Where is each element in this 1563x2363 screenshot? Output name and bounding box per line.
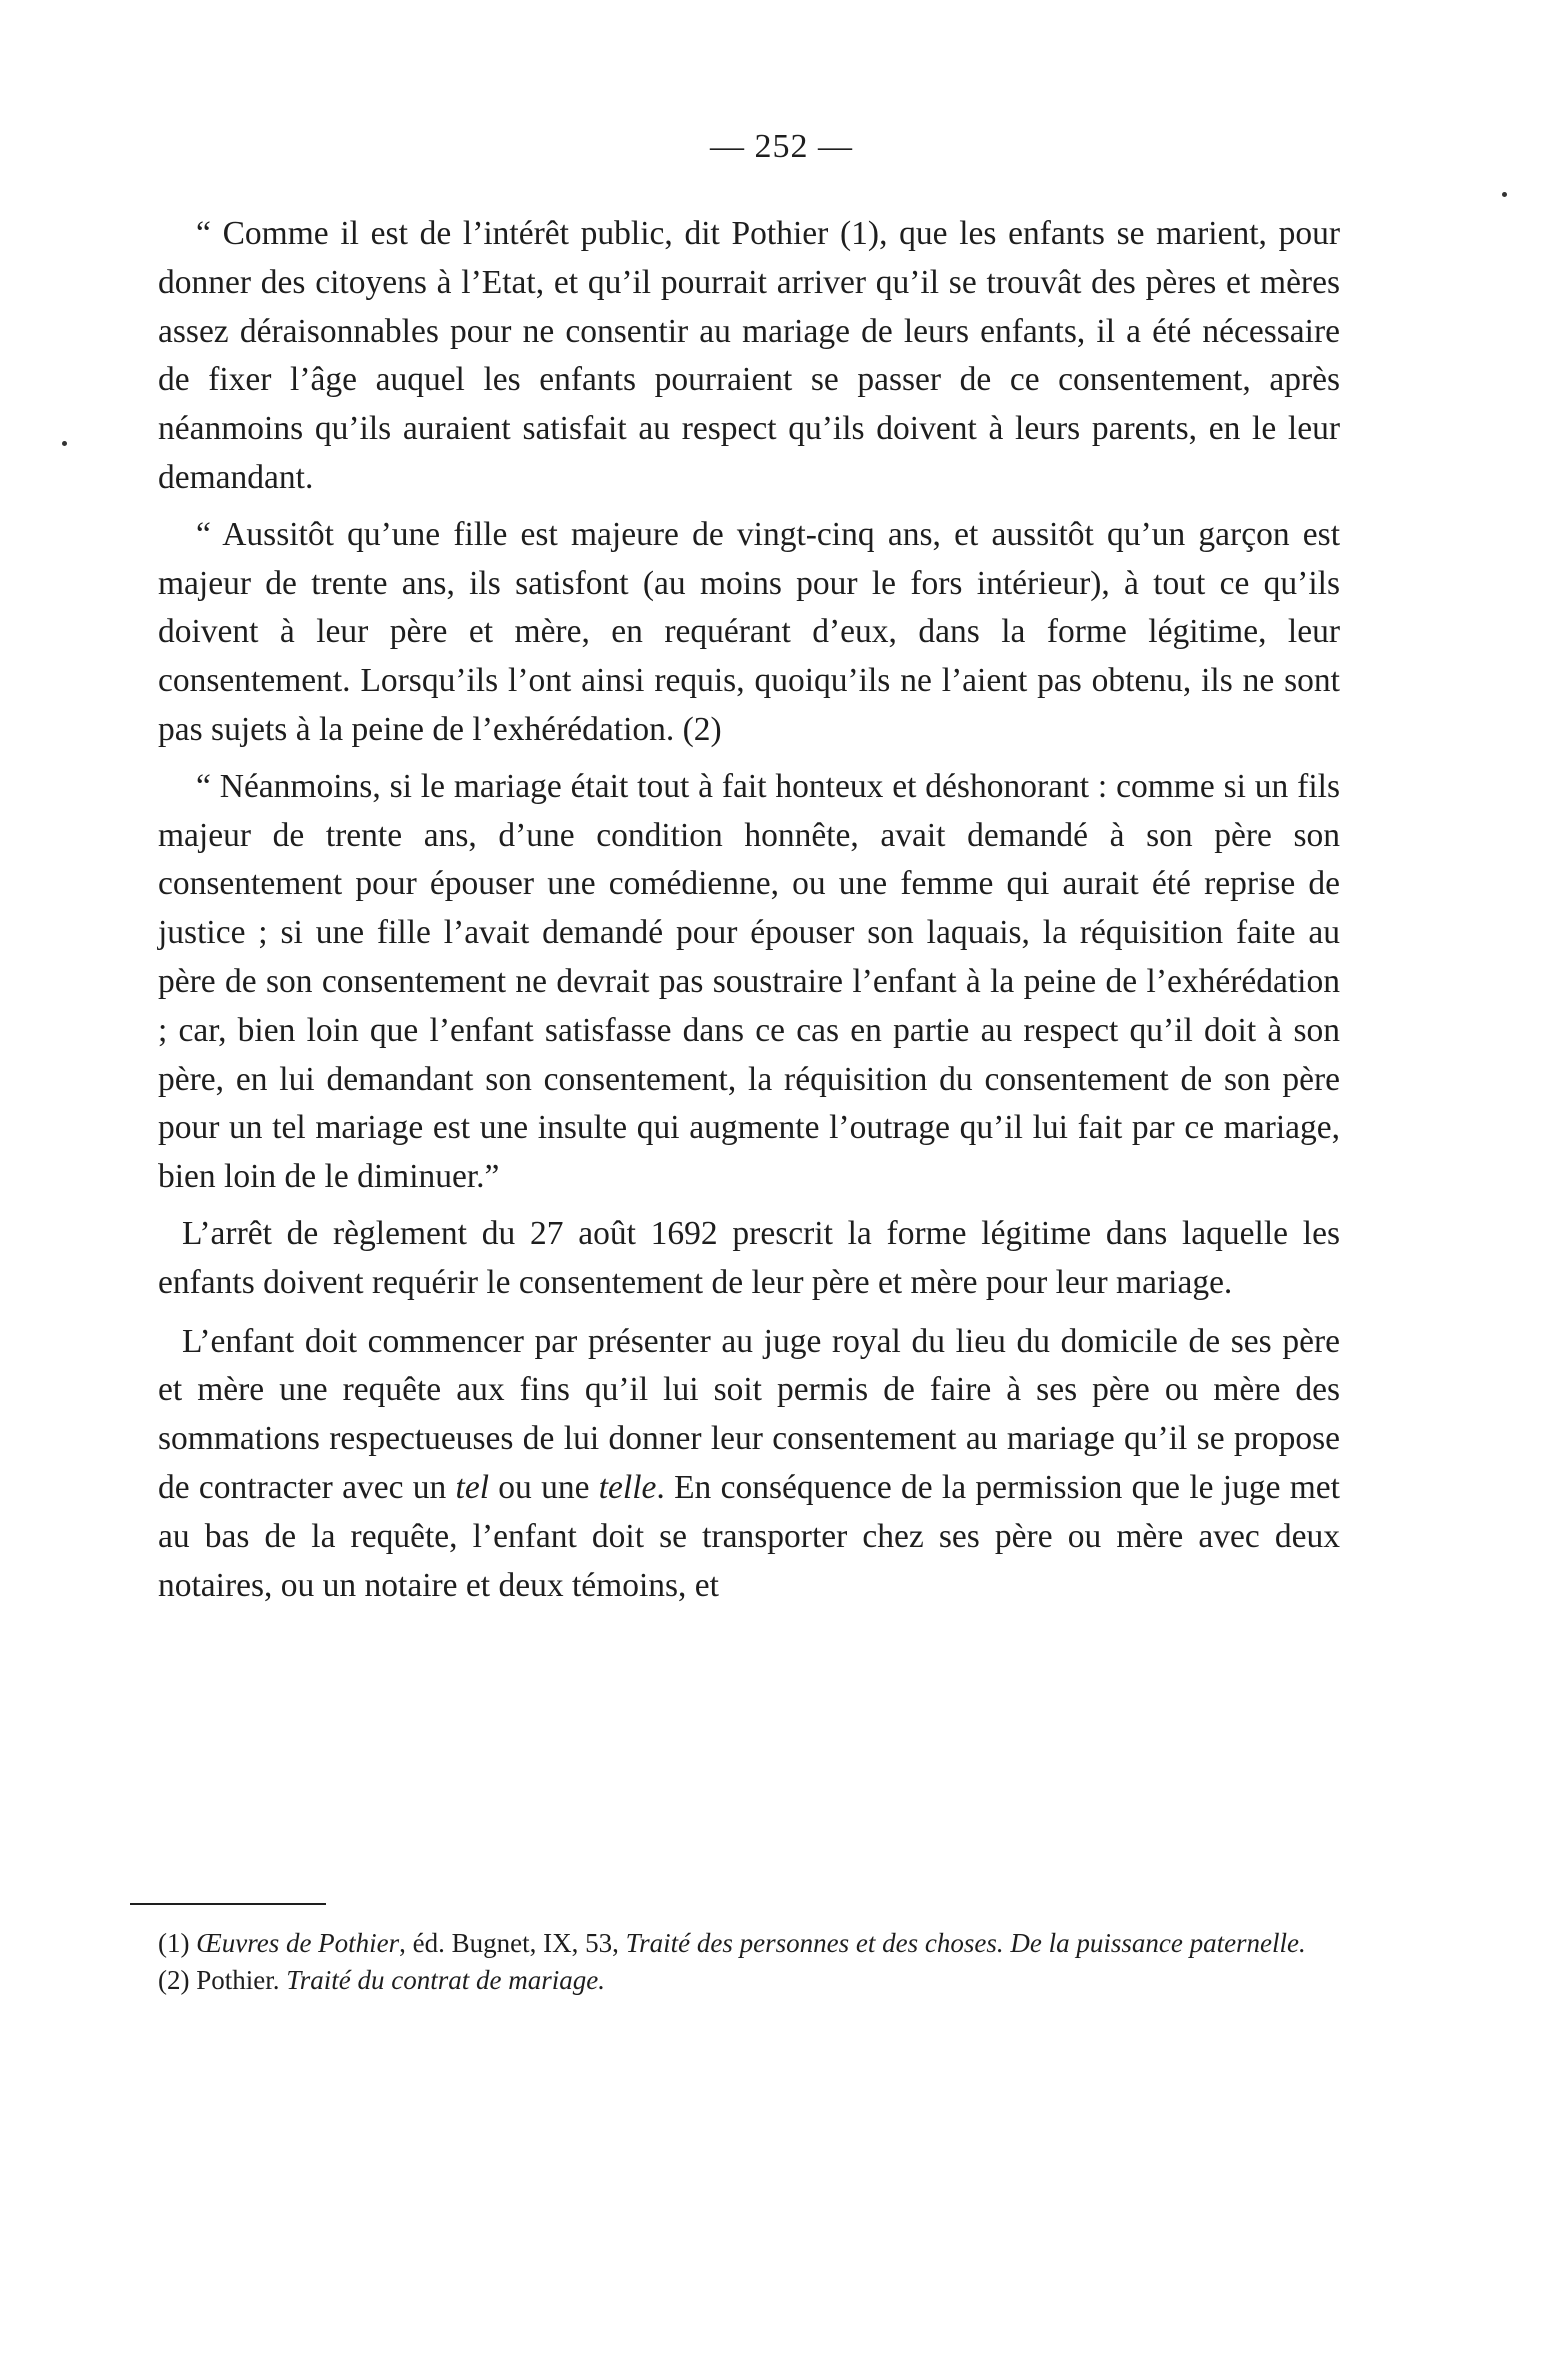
footnote-separator	[130, 1903, 326, 1905]
paragraph-text: “ Aussitôt qu’une fille est majeure de vingt-cinq ans, et aussitôt qu’un garçon est majeur de trente ans, ils satisfont (au moins pour le fors intérieur), à tout ce qu’ils doivent à leur père et mère, en requérant d’eux, dans la forme légitime, leur consentement. Lorsqu’ils l’ont ainsi requis, quoiqu’ils ne l’aient pas obtenu, ils ne sont pas sujets à la peine de l’exhérédation. (2)	[158, 515, 1340, 748]
italic-term-telle: telle	[598, 1468, 657, 1506]
footnote-2	[130, 1962, 1340, 1999]
scan-speck	[1502, 192, 1507, 197]
paragraph-text: L’enfant doit commencer par présenter au juge royal du lieu du domicile de ses père et mère une requête aux fins qu’il lui soit permis de faire à ses père ou mère des sommations respectueuses de lui donner leur consentement au mariage qu’il se propose de contracter avec un	[158, 1322, 1340, 1506]
paragraph-text: “ Néanmoins, si le mariage était tout à fait honteux et déshonorant : comme si un fils majeur de trente ans, d’une condition honnête, avait demandé à son père son consentement pour épouser une comédienne, ou une femme qui aurait été reprise de justice ; si une fille l’avait demandé pour épouser son laquais, la réquisition faite au père de son consentement ne devrait pas soustraire l’enfant à la peine de l’exhérédation ; car, bien loin que l’enfant satisfasse dans ce cas en partie au respect qu’il doit à son père, en lui demandant son consentement, la réquisition du consentement de son père pour un tel mariage est une insulte qui augmente l’outrage qu’il lui fait par ce mariage, bien loin de le diminuer.”	[158, 767, 1340, 1196]
footnotes	[130, 1925, 1340, 1999]
page-number: — 252 —	[710, 128, 853, 165]
footnote-title: Traité des personnes et des choses. De la puissance paternelle.	[625, 1928, 1306, 1958]
footnote-text: , éd. Bugnet, IX, 53,	[399, 1928, 626, 1958]
quoted-paragraph-3	[158, 763, 1340, 1202]
footnote-text: Pothier.	[189, 1965, 287, 1995]
footnote-1	[130, 1925, 1340, 1962]
footnote-title: Œuvres de Pothier	[196, 1928, 400, 1958]
quoted-paragraph-2	[158, 511, 1340, 755]
paragraph-sommations	[158, 1318, 1340, 1611]
paragraph-arret-reglement	[158, 1210, 1340, 1308]
paragraph-text: “ Comme il est de l’intérêt public, dit Pothier (1), que les enfants se marient, pour donner des citoyens à l’Etat, et qu’il pourrait arriver qu’il se trouvât des pères et mères assez déraisonnables pour ne consentir au mariage de leurs enfants, il a été nécessaire de fixer l’âge auquel les enfants pourraient se passer de ce consentement, après néanmoins qu’ils auraient satisfait au respect qu’ils doivent à leurs parents, en le leur demandant.	[158, 215, 1340, 496]
paragraph-text: . En conséquence de la permission que le juge met au bas de la requête, l’enfant doit se transporter chez ses père ou mère avec deux notaires, ou un notaire et deux témoins, et	[158, 1468, 1340, 1604]
footnote-marker: (1)	[158, 1928, 190, 1958]
footnote-title: Traité du contrat de mariage.	[286, 1965, 605, 1995]
quoted-paragraph-1	[158, 210, 1340, 503]
italic-term-tel: tel	[455, 1468, 490, 1506]
paragraph-text: ou une	[489, 1468, 599, 1506]
scan-speck	[62, 441, 67, 446]
paragraph-text: L’arrêt de règlement du 27 août 1692 prescrit la forme légitime dans laquelle les enfants doivent requérir le consentement de leur père et mère pour leur mariage.	[158, 1214, 1340, 1301]
body-text	[158, 210, 1340, 1620]
footnote-marker: (2)	[158, 1965, 190, 1995]
